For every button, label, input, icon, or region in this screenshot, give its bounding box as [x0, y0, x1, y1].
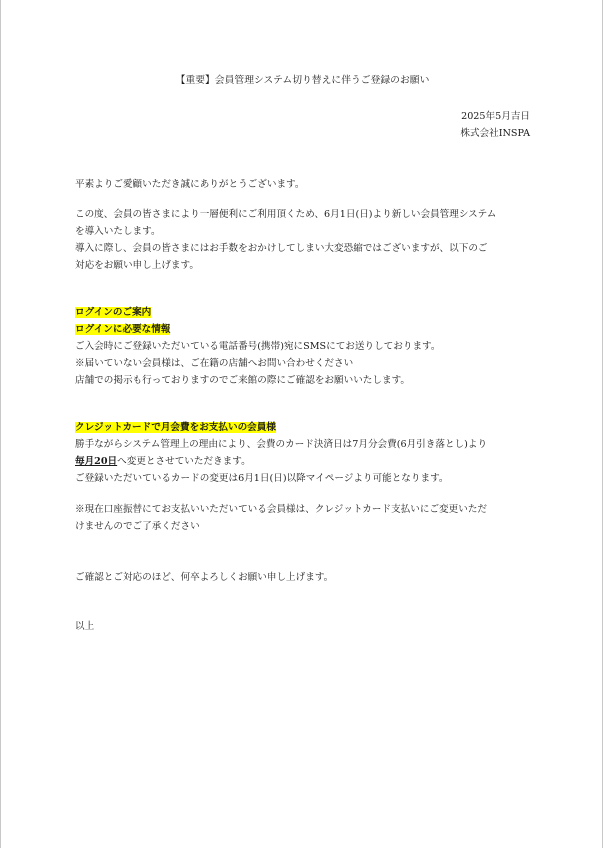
payment-day-emphasis: 毎月20日: [75, 456, 118, 467]
login-line-1: ご入会時にご登録いただいている電話番号(携帯)宛にSMSにてお送りしております。: [75, 341, 441, 352]
intro-line-1: この度、会員の皆さまにより一層便利にご利用頂くため、6月1日(日)より新しい会員管理システム: [75, 209, 497, 220]
intro-paragraph: [75, 206, 533, 274]
greeting-text: 平素よりご愛顧いただき誠にありがとうございます。: [75, 179, 305, 190]
closing-paragraph: [75, 569, 533, 586]
intro-line-4: 対応をお願い申し上げます。: [75, 260, 199, 271]
card-note-line-1: ※現在口座振替にてお支払いいただいている会員様は、クレジットカード支払いにご変更いただ: [75, 504, 488, 515]
end-mark: [75, 618, 533, 635]
card-line-3: ご登録いただいているカードの変更は6月1日(日)以降マイページより可能となります。: [75, 473, 449, 484]
issue-date: 2025年5月吉日: [461, 111, 530, 122]
login-required-info-heading: ログインに必要な情報: [75, 324, 171, 335]
document-title: 【重要】会員管理システム切り替えに伴うご登録のお願い: [175, 75, 430, 86]
greeting-paragraph: [75, 176, 533, 193]
card-note: [75, 501, 533, 535]
login-line-2: ※届いていない会員様は、ご在籍の店舗へお問い合わせください: [75, 358, 354, 369]
company-name: 株式会社INSPA: [460, 128, 530, 139]
card-line-2-rest: へ変更とさせていただきます。: [117, 456, 251, 467]
end-text: 以上: [75, 621, 95, 632]
intro-line-2: を導入いたします。: [75, 226, 161, 237]
login-heading: ログインのご案内: [75, 307, 152, 318]
card-line-1: 勝手ながらシステム管理上の理由により、会費のカード決済日は7月分会費(6月引き落とし)より: [75, 439, 488, 450]
intro-line-3: 導入に際し、会員の皆さまにはお手数をおかけしてしまい大変恐縮ではございますが、以下のご: [75, 243, 488, 254]
closing-text: ご確認とご対応のほど、何卒よろしくお願い申し上げます。: [75, 572, 334, 583]
card-note-line-2: けませんのでご了承ください: [75, 521, 200, 532]
card-heading: クレジットカードで月会費をお支払いの会員様: [75, 422, 276, 433]
card-line-2: [75, 453, 533, 470]
login-section: [75, 304, 533, 389]
card-section: [75, 419, 533, 487]
login-line-3: 店舗での掲示も行っておりますのでご来館の際にご確認をお願いいたします。: [75, 375, 411, 386]
